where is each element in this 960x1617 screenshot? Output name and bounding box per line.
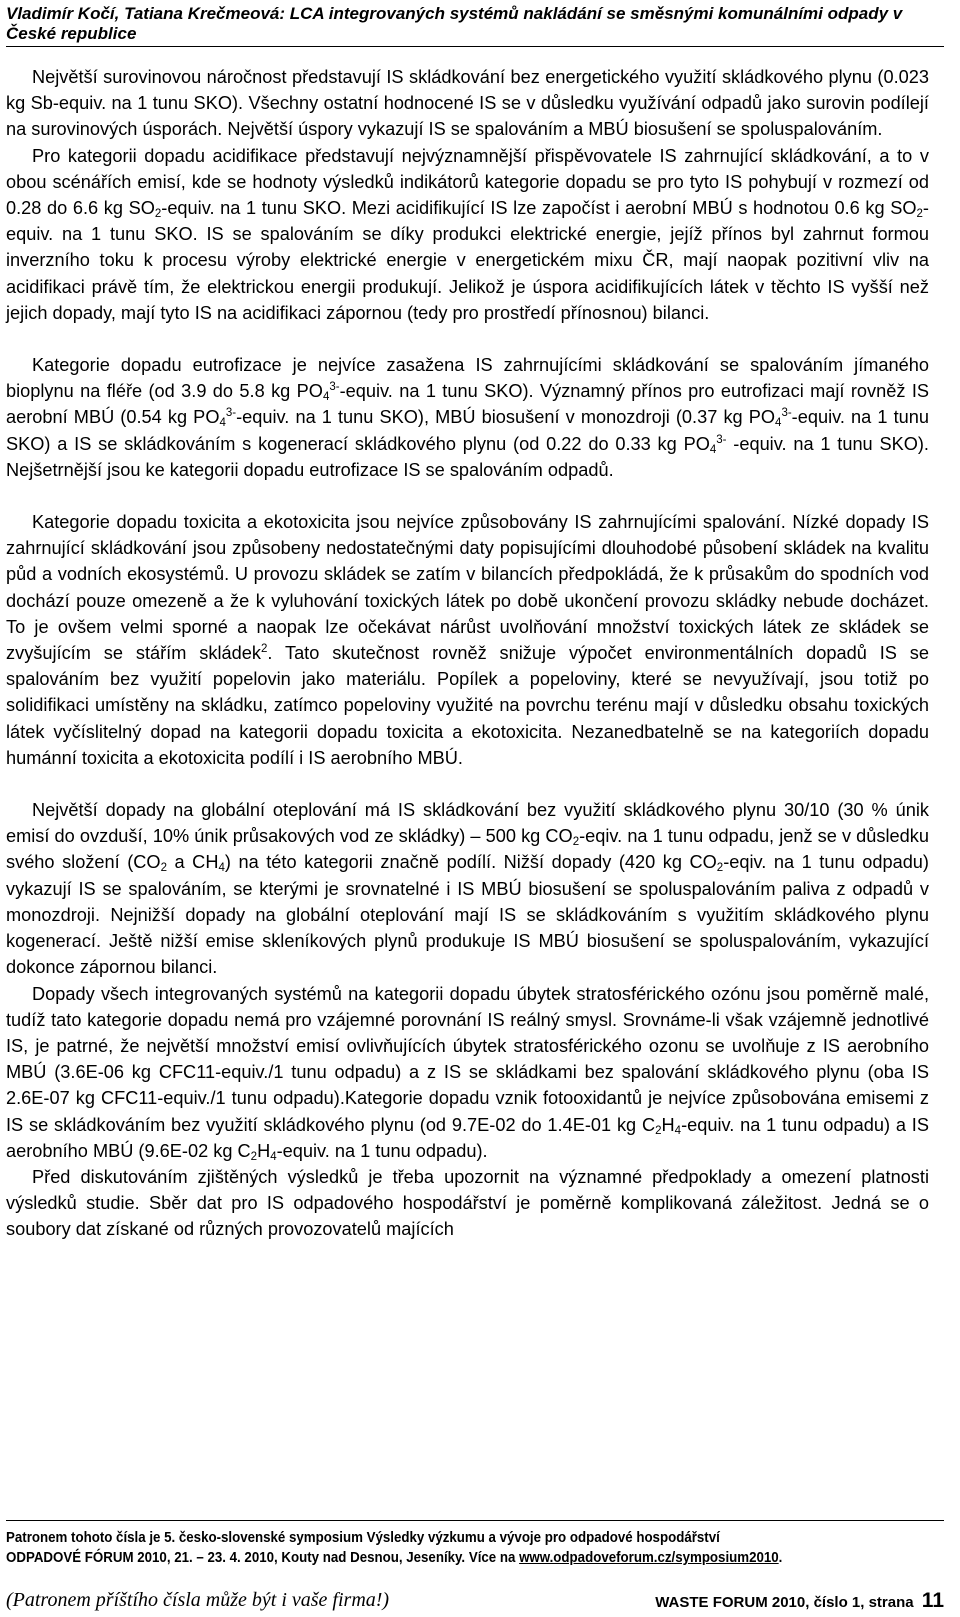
paragraph-ozone-photooxidants — [6, 981, 929, 1164]
subscript: 2 — [160, 862, 167, 875]
text-run: Pro kategorii dopadu acidifikace představují nejvýznamnější přispěvovatele IS zahrnující skládkování, a to v obou scénářích emisí, kde se hodnoty výsledků indikátorů kategorie dopadu se pro tyto IS pohybují v rozmezí od 0.28 do 6.6 kg SO — [6, 145, 929, 219]
text-run: Dopady všech integrovaných systémů na kategorii dopadu úbytek stratosférického ozónu jsou poměrně malé, tudíž tato kategorie dopadu nemá pro vzájemné porovnání IS reálný smysl. Srovnáme-li však vzájemně jednotlivé IS, je patrné, že největší množství emisí ovlivňujících úbytek stratosférického ozonu se uvolňuje z IS aerobního MBÚ (3.6E-06 kg CFC11-equiv./1 tunu odpadu) a z IS se skládkami bez spalování skládkového plynu (oba IS 2.6E-07 kg CFC11-equiv./1 tunu odpadu).Kategorie dopadu vznik fotooxidantů je nejvíce způsobována emisemi z IS se skládkováním bez využití skládkového plynu (od 9.7E-02 do 1.4E-01 kg C — [6, 983, 929, 1135]
text-run: -equiv. na 1 tunu SKO. Mezi acidifikující IS lze započíst i aerobní MBÚ s hodnotou 0.6 kg SO — [161, 198, 917, 219]
subscript: 4 — [775, 417, 782, 430]
superscript: 3- — [329, 381, 340, 394]
symposium-link[interactable]: www.odpadoveforum.cz/symposium2010 — [519, 1550, 779, 1566]
paragraph-eutrophication — [6, 352, 929, 483]
journal-citation: WASTE FORUM 2010, číslo 1, strana — [655, 1594, 914, 1611]
text-run: Největší surovinovou náročnost představují IS skládkování bez energetického využití skládkového plynu (0.023 kg Sb-equiv. na 1 tunu SKO). Všechny ostatní hodnocené IS se v důsledku využívání odpadů jako surovin podílejí na surovinových úsporách. Největší úspory vykazují IS se spalováním a MBÚ biosušení se spoluspalováním. — [6, 67, 929, 140]
text-run: . Tato skutečnost rovněž snižuje výpočet environmentálních dopadů IS se spalováním bez využití popelovin jako materiálu. Popílek a popeloviny, které se nevyužívají, jsou totiž po solidifikaci umístěny na skládku, zatímco popeloviny využité na povrchu terénu mají v důsledku obsahu toxických látek vyčíslitelný dopad na kategorii dopadu toxicita a ekotoxicita. Nezanedbatelně se na kategoriích dopadu humánní toxicita a ekotoxicita podílí i IS aerobního MBÚ. — [6, 643, 929, 768]
subscript: 4 — [322, 391, 330, 404]
subscript: 4 — [270, 1150, 277, 1163]
text-run: -equiv. na 1 tunu SKO. IS se spalováním se díky produkci elektrické energie, jejíž přínos byl zahrnut formou inverzního toku k procesu výroby elektrické energie v energetickém mixu ČR, mají naopak pozitivní vliv na acidifikaci právě tím, že elektrickou energii produkují. Jelikož je úspora acidifikujících látek v těchto IS vyšší než jejich dopady, mají tyto IS na acidifikaci zápornou (tedy pro prostředí přínosnou) bilanci. — [6, 198, 929, 323]
header-divider — [6, 46, 944, 47]
subscript: 4 — [674, 1124, 682, 1137]
superscript: 3- — [225, 407, 237, 420]
paragraph-limitations — [6, 1164, 929, 1243]
text-run: -equiv. na 1 tunu odpadu). — [276, 1140, 488, 1161]
text-run: -equiv. na 1 tunu odpadu) a IS aerobního MBÚ (9.6E-02 kg C — [6, 1114, 929, 1161]
text-run: Největší dopady na globální oteplování má IS skládkování bez využití skládkového plynu 30/10 (30 % únik emisí do ovzduší, 10% únik průsakových vod ze skládky) – 500 kg CO — [6, 800, 929, 847]
subscript: 4 — [218, 862, 225, 875]
subscript: 4 — [709, 443, 717, 456]
footer-bottom — [6, 1588, 944, 1614]
footer-line-2-prefix: ODPADOVÉ FÓRUM 2010, 21. – 23. 4. 2010, Kouty nad Desnou, Jeseníky. Více na — [6, 1550, 520, 1566]
text-run: a CH — [166, 852, 219, 873]
paragraph-global-warming — [6, 797, 929, 980]
footer-divider — [6, 1520, 944, 1521]
footer-patron — [6, 1528, 878, 1568]
text-run: Kategorie dopadu eutrofizace je nejvíce zasažena IS zahrnujícími skládkování se spalováním jímaného bioplynu na fléře (od 3.9 do 5.8 kg PO — [6, 355, 929, 402]
subscript: 2 — [655, 1124, 662, 1137]
body-text — [6, 64, 929, 1243]
footer-line-2-suffix: . — [778, 1550, 783, 1566]
text-run: -equiv. na 1 tunu SKO). Nejšetrnější jsou ke kategorii dopadu eutrofizace IS se spalováním odpadů. — [6, 433, 929, 480]
subscript: 2 — [716, 862, 724, 875]
paragraph-acidification — [6, 143, 929, 326]
subscript: 2 — [154, 208, 162, 221]
text-run: -equiv. na 1 tunu SKO), MBÚ biosušení v monozdroji (0.37 kg PO — [236, 407, 776, 428]
paragraph-resources — [6, 64, 929, 143]
subscript: 4 — [219, 417, 226, 430]
subscript: 2 — [916, 208, 923, 221]
patron-note: (Patronem příštího čísla může být i vaše firma!) — [6, 1589, 390, 1611]
text-run: Před diskutováním zjištěných výsledků je třeba upozornit na významné předpoklady a omezení platnosti výsledků studie. Sběr dat pro IS odpadového hospodářství je poměrně komplikovaná záležitost. Jedná se o soubory dat získané od různých provozovatelů majících — [6, 1166, 929, 1240]
superscript: 3- — [716, 433, 727, 446]
text-run: Kategorie dopadu toxicita a ekotoxicita jsou nejvíce způsobovány IS zahrnujícími spalování. Nízké dopady IS zahrnující skládkování jsou způsobeny nedostatečnými daty popisujícími dlouhodobé působení skládek na kvalitu půd a vodních ekosystémů. U provozu skládek se zatím v bilancích předpokládá, že k průsakům do spodních vod dochází pouze omezeně a že k vyluhování toxických látek po době ukončení provozu skládky nebude docházet. To je ovšem velmi sporné a naopak lze očekávat nárůst uvolňování množství toxických látek ze skládek se zvyšujícím se stářím skládek — [6, 512, 929, 664]
page-number: 11 — [921, 1589, 944, 1612]
text-run: ) na této kategorii značně podílí. Nižší dopady (420 kg CO — [224, 852, 717, 873]
text-run: -equiv. na 1 tunu SKO) a IS se skládkováním s kogenerací skládkového plynu (od 0.22 do 0.33 kg PO — [6, 407, 929, 454]
superscript: 2 — [260, 643, 268, 656]
superscript: 3- — [781, 407, 792, 420]
subscript: 2 — [250, 1150, 258, 1163]
text-run: -eqiv. na 1 tunu odpadu, jenž se v důsledku svého složení (CO — [6, 826, 929, 873]
footer-line-2 — [6, 1548, 878, 1568]
running-header: Vladimír Kočí, Tatiana Krečmeová: LCA integrovaných systémů nakládání se směsnými komunálními odpady v České republice — [6, 4, 903, 43]
subscript: 2 — [572, 836, 580, 849]
text-run: H — [661, 1114, 675, 1135]
text-run: H — [257, 1140, 271, 1161]
text-run: -eqiv. na 1 tunu odpadu) vykazují IS se spalováním, se kterými je srovnatelné i IS MBÚ biosušení se spoluspalováním paliva z odpadů v monozdroji. Nejnižší dopady na globální oteplování mají IS se skládkováním s využitím skládkového plynu kogenerací. Ještě nižší emise skleníkových plynů produkuje IS MBÚ biosušení se spoluspalováním, vykazující dokonce zápornou bilanci. — [6, 852, 929, 978]
paragraph-toxicity — [6, 509, 929, 771]
footer-line-1: Patronem tohoto čísla je 5. česko-slovenské symposium Výsledky výzkumu a vývoje pro odpadové hospodářství — [6, 1530, 720, 1546]
text-run: -equiv. na 1 tunu SKO). Významný přínos pro eutrofizaci mají rovněž IS aerobní MBÚ (0.54 kg PO — [6, 381, 929, 428]
journal-info — [655, 1590, 944, 1614]
